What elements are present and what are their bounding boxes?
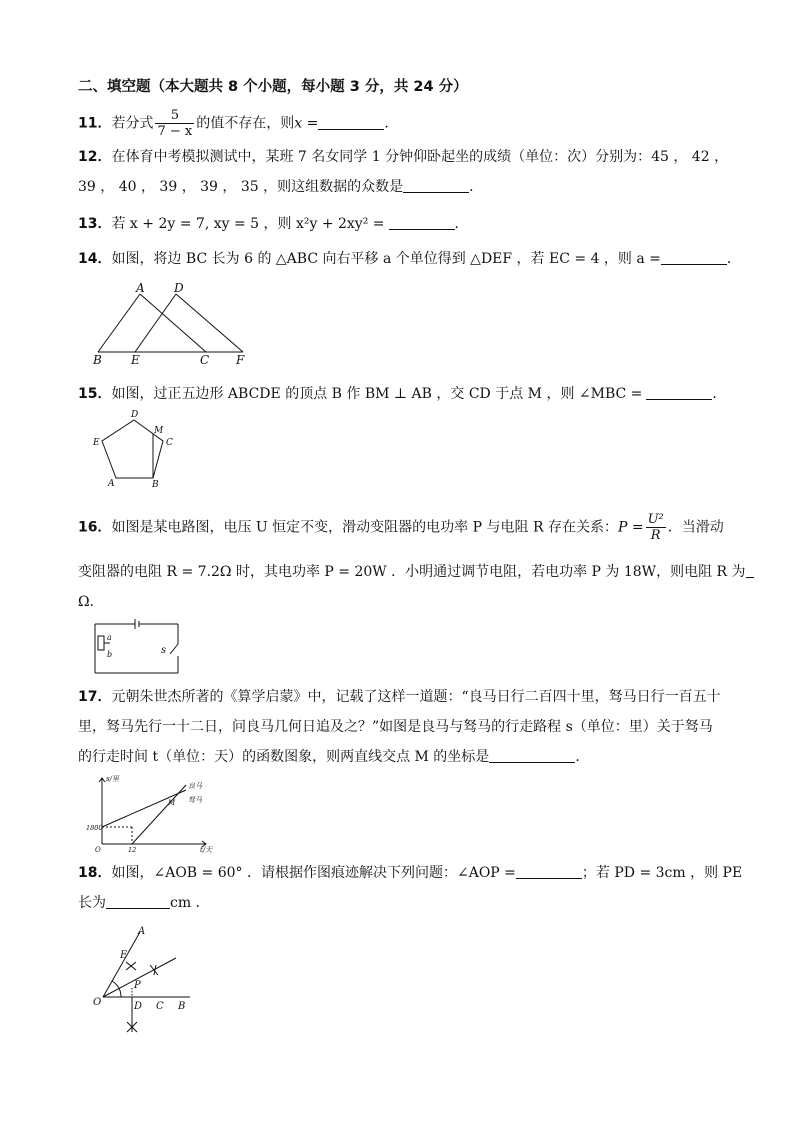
label-A: A <box>136 281 145 295</box>
label-O: O <box>95 846 101 854</box>
question-11 <box>78 108 398 139</box>
q18-text-2: ；若 PD = 3cm ，则 PE <box>581 865 743 881</box>
question-18-line-1 <box>78 864 742 882</box>
label-numa: 驽马 <box>188 796 202 804</box>
label-F: F <box>236 353 245 367</box>
section-title: 二、填空题（本大题共 8 个小题，每小题 3 分，共 24 分） <box>78 79 468 95</box>
q11-text-2: 的值不存在，则 <box>196 115 295 132</box>
label-A: A <box>138 926 146 937</box>
q11-denominator: 7 − x <box>157 124 193 139</box>
q17-text-1: 元朝朱世杰所著的《算学启蒙》中，记载了这样一道题：“良马日行二百四十里，驽马日行一百五十 <box>111 689 721 705</box>
q13-end: ． <box>454 216 469 232</box>
question-number: 17． <box>78 689 112 705</box>
question-14 <box>78 250 741 268</box>
answer-blank-12[interactable] <box>403 178 469 193</box>
y-axis-label: s/里 <box>106 775 119 783</box>
q12-text-1: 在体育中考模拟测试中，某班 7 名女同学 1 分钟仰卧起坐的成绩（单位：次）分别为：45 ， 42 ， <box>111 149 729 165</box>
q18-text-1: 如图，∠AOB = 60° ．请根据作图痕迹解决下列问题：∠AOP = <box>111 865 516 881</box>
q16-text-2: ．当滑动 <box>667 519 724 536</box>
label-O: O <box>93 997 102 1008</box>
q15-end: ． <box>712 386 727 402</box>
answer-blank-13[interactable] <box>389 215 455 230</box>
label-D: D <box>174 281 184 295</box>
q11-text-1: 若分式 <box>111 115 154 132</box>
question-15 <box>78 385 726 403</box>
q13-text: 若 x + 2y = 7, xy = 5 ，则 x²y + 2xy² = <box>111 216 385 232</box>
answer-blank-15[interactable] <box>646 385 712 400</box>
question-number: 16． <box>78 519 112 536</box>
q18-text-3: 长为 <box>78 895 106 911</box>
x-axis-label: t/天 <box>200 846 213 854</box>
q11-var: x = <box>294 115 319 132</box>
question-12-line-1 <box>78 148 728 166</box>
q12-end: ． <box>469 179 484 195</box>
label-D: D <box>131 410 139 420</box>
question-number: 13． <box>78 216 112 232</box>
question-16-line-1 <box>78 512 724 543</box>
answer-blank-11[interactable] <box>318 115 384 130</box>
label-b: b <box>107 650 113 659</box>
label-A: A <box>108 479 115 489</box>
question-number: 18． <box>78 865 112 881</box>
label-B: B <box>93 353 102 367</box>
question-number: 12． <box>78 149 112 165</box>
label-D: D <box>134 1001 143 1012</box>
answer-blank-18b[interactable] <box>106 894 170 909</box>
label-C: C <box>200 353 210 367</box>
q14-text: 如图，将边 BC 长为 6 的 △ABC 向右平移 a 个单位得到 △DEF ，若 EC = 4 ，则 a = <box>111 251 661 267</box>
q15-figure <box>90 408 190 493</box>
q18-text-4: cm ． <box>170 895 210 911</box>
label-s: s <box>161 645 167 656</box>
label-1800: 1800 <box>86 824 103 832</box>
question-16-line-2 <box>78 563 754 581</box>
q11-numerator: 5 <box>170 108 179 123</box>
q17-graph-figure <box>88 772 218 854</box>
label-E: E <box>120 950 128 961</box>
question-17-line-3 <box>78 748 589 766</box>
question-number: 11． <box>78 115 112 132</box>
label-B: B <box>178 1001 186 1012</box>
q17-end: ． <box>575 749 590 765</box>
label-12: 12 <box>128 846 137 854</box>
q14-figure <box>88 282 258 367</box>
q16-text-4: Ω． <box>78 594 104 610</box>
q16-circuit-figure <box>90 618 190 678</box>
label-M: M <box>154 426 164 436</box>
q17-text-2: 里，驽马先行一十二日，问良马几何日追及之？”如图是良马与驽马的行走路程 s（单位：里）关于驽马 <box>78 719 713 735</box>
question-17-line-1 <box>78 688 721 706</box>
label-P: P <box>134 980 141 991</box>
question-12-line-2 <box>78 178 483 196</box>
label-C: C <box>166 438 173 448</box>
label-E: E <box>93 438 100 448</box>
answer-blank-16[interactable] <box>746 563 754 578</box>
q17-text-3: 的行走时间 t（单位：天）的函数图象，则两直线交点 M 的坐标是 <box>78 749 490 765</box>
q12-text-2: 39 ， 40 ， 39 ， 39 ， 35 ，则这组数据的众数是 <box>78 179 404 195</box>
q16-text-1: 如图是某电路图，电压 U 恒定不变，滑动变阻器的电功率 P 与电阻 R 存在关系： <box>111 519 618 536</box>
q16-text-3: 变阻器的电阻 R = 7.2Ω 时，其电功率 P = 20W ．小明通过调节电阻，若电功率 P 为 18W，则电阻 R 为 <box>78 564 746 580</box>
label-a: a <box>107 633 112 642</box>
q18-construction-figure <box>88 922 208 1037</box>
q11-fraction <box>155 108 194 139</box>
answer-blank-17[interactable] <box>489 748 575 763</box>
question-16-line-3 <box>78 593 104 611</box>
q16-formula-fraction <box>646 512 666 543</box>
q16-formula-den: R <box>646 527 666 543</box>
question-number: 14． <box>78 251 112 267</box>
label-C: C <box>156 1001 164 1012</box>
label-B: B <box>152 480 159 490</box>
q14-end: ． <box>726 251 741 267</box>
answer-blank-14[interactable] <box>661 250 727 265</box>
question-number: 15． <box>78 386 112 402</box>
label-E: E <box>131 353 140 367</box>
label-liangma: 良马 <box>188 782 202 790</box>
question-13 <box>78 215 469 233</box>
question-18-line-2 <box>78 894 210 912</box>
question-17-line-2 <box>78 718 713 736</box>
q15-text: 如图，过正五边形 ABCDE 的顶点 B 作 BM ⊥ AB ，交 CD 于点 M ，则 ∠MBC = <box>111 386 643 402</box>
q11-end: ． <box>384 115 399 132</box>
label-M: M <box>168 799 176 807</box>
answer-blank-18a[interactable] <box>516 864 582 879</box>
q16-formula-left: P = <box>617 519 644 536</box>
q16-formula-num: U² <box>647 512 664 527</box>
